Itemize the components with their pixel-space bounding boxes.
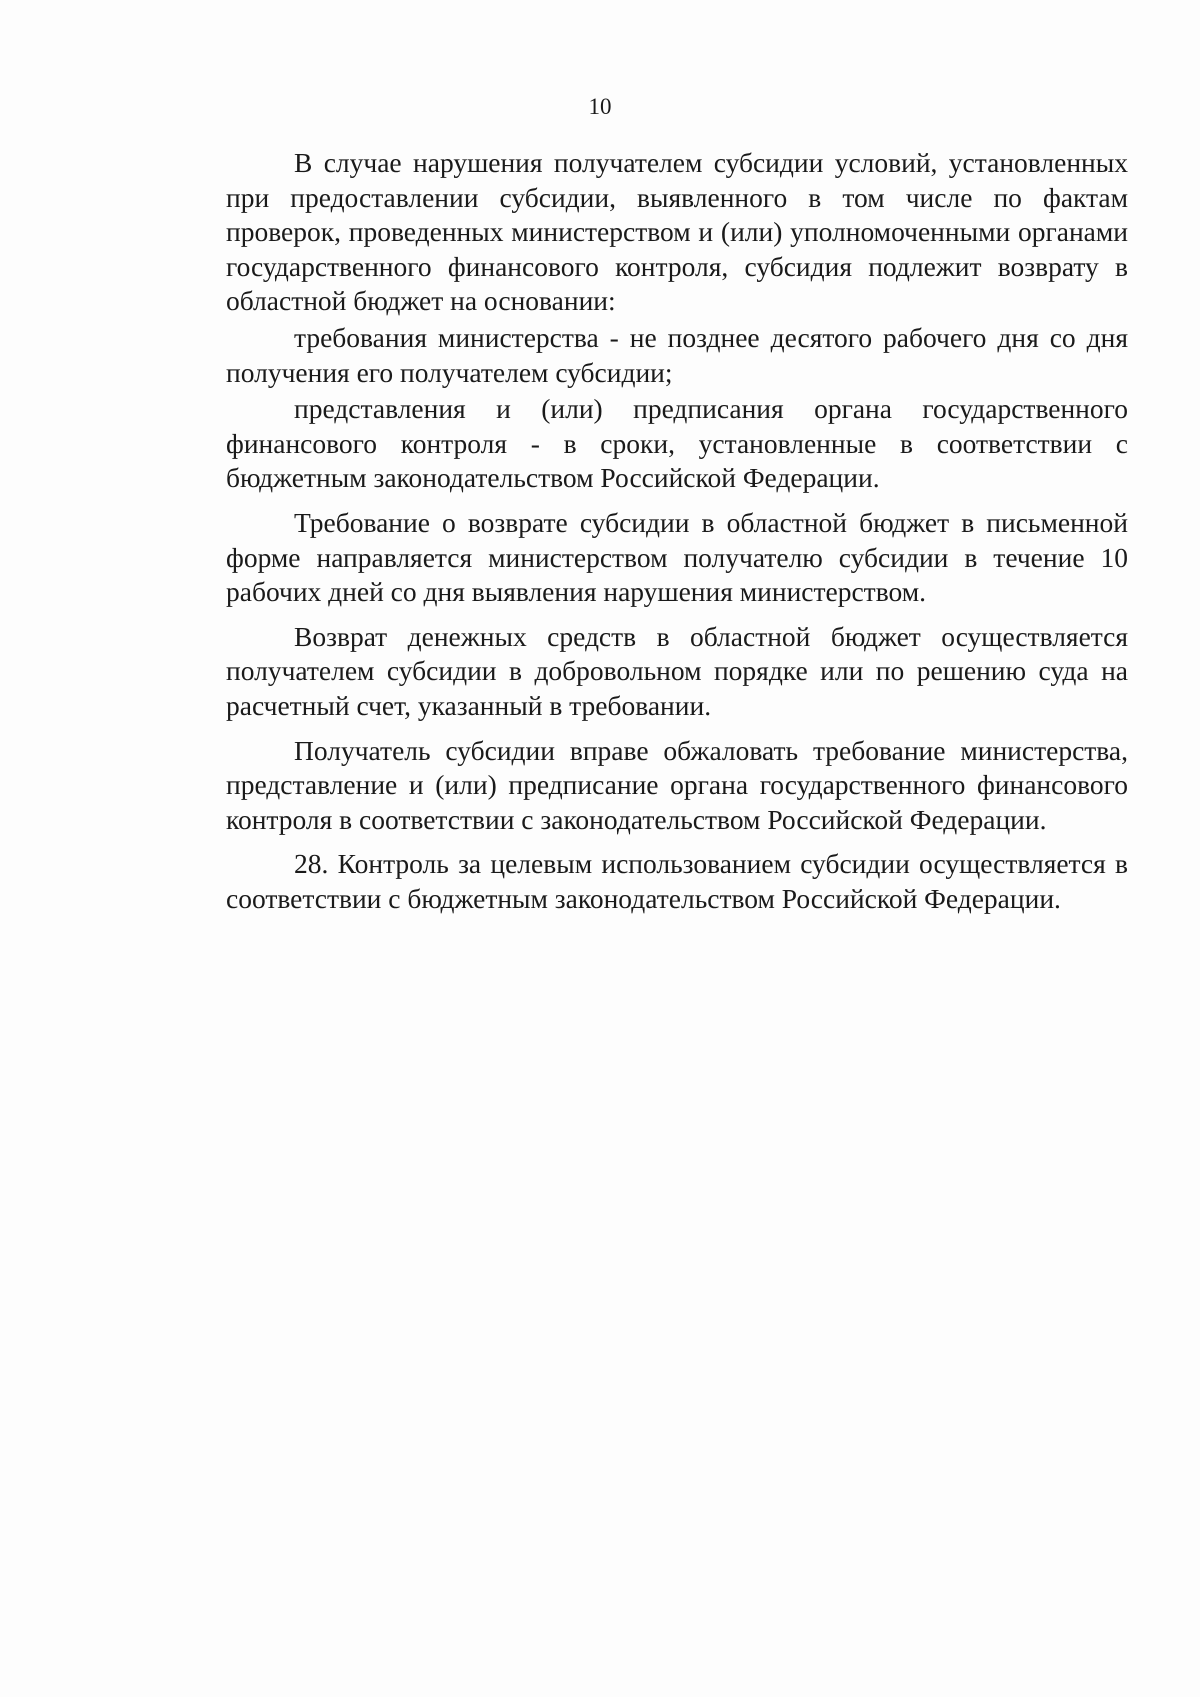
paragraph-appeal-right: Получатель субсидии вправе обжаловать требование министерства, представление и (или) предписание органа государственного финансового контроля в соответствии с законодательством Российской Федерации. <box>226 734 1128 835</box>
paragraph-ministry-requirement: требования министерства - не позднее десятого рабочего дня со дня получения его получателем субсидии; <box>226 321 1128 388</box>
paragraph-item-28: 28. Контроль за целевым использованием субсидии осуществляется в соответствии с бюджетным законодательством Российской Федерации. <box>226 848 1128 914</box>
document-body <box>226 146 1128 916</box>
paragraph-refund-procedure: Возврат денежных средств в областной бюджет осуществляется получателем субсидии в добровольном порядке или по решению суда на расчетный счет, указанный в требовании. <box>226 620 1128 721</box>
paragraph-control-body-order: представления и (или) предписания органа государственного финансового контроля - в сроки, установленные в соответствии с бюджетным законодательством Российской Федерации. <box>226 393 1128 494</box>
page-number: 10 <box>588 94 612 119</box>
paragraph-refund-requirement-notice: Требование о возврате субсидии в областной бюджет в письменной форме направляется министерством получателю субсидии в течение 10 рабочих дней со дня выявления нарушения министерством. <box>226 506 1128 608</box>
paragraph-refund-conditions: В случае нарушения получателем субсидии условий, установленных при предоставлении субсидии, выявленного в том числе по фактам проверок, проведенных министерством и (или) уполномоченными органами государственного финансового контроля, субсидия подлежит возврату в областной бюджет на основании: <box>226 147 1128 317</box>
